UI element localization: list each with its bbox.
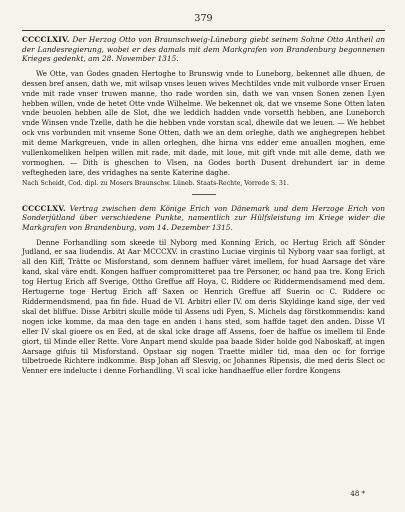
top-rule	[22, 30, 385, 31]
page-number: 379	[194, 13, 213, 24]
document-section-1	[22, 35, 385, 188]
section-heading	[22, 35, 385, 64]
section-body: Denne Forhandling som skeede til Nyborg med Konning Erich, oc Hertug Erich aff Sönder Judland, er saa liudendis. At Aar MCCCXV. in crastino Luciae virginis til Nyborg vaar saa forligt, at all den Kiff, Trätte oc Misforstand, som dennem haffuer väret imellem, for huad Aarsage det väre kand, skal väre endt. Kongen haffuer compromitteret paa tre Personer, oc hand paa tre. Kong Erich tog Hertug Erich aff Sverige, Ottho Greffue aff Hoya, C. Riddere oc Riddermendsamend med dem. Hertugerne toge Hertug Erich aff Saxen oc Henrich Greffue aff Suerin oc C. Riddere oc Riddermendsmend, paa fin fide. Huad de VI. Arbitri eller IV. om deris Skyldinge kand sige, der ved skal det bliffue. Disse Arbitri skulle möde til Assens udi Fyen, S. Michels dag förstkommendis: kand nogen icke komme, da maa den tage en anden i hans sted, som haffde taget den anden. Disse VI eller IV skal gioere os en Eed, at de skal icke drage aff Assens, foer de haffue os imellem til Ende giort, til Minde eller Rette. Vore Anpart mend skulde paa baade Sider holde god Naboskaff, at ingen Aarsage gifuis til Misforstand. Opstaar sig nogen Traette midler tid, maa den oc for forrige tilbetroede Richtere indkomme. Bisp Johan aff Slesvig, oc Johannes Ripensis, die med deris Slect oc Venner ere indelucte i denne Forhandling. Vi scal icke handhaeffue eller fordre Kongens	[22, 237, 385, 376]
section-title: Der Herzog Otto von Braunschweig-Lüneburg giebt seinem Sohne Otto Antheil an der Landesregierung, wobei er des damals mit dem Markgrafen von Brandenburg begonnenen Krieges gedenkt, am 28. November 1315.	[22, 35, 385, 64]
section-heading	[22, 204, 385, 233]
printer-signature: 48 *	[350, 490, 365, 498]
section-number: CCCCLXV.	[22, 203, 66, 213]
section-number: CCCCLXIV.	[22, 35, 70, 44]
section-divider	[192, 194, 216, 195]
section-title: Vertrag zwischen dem Könige Erich von Dänemark und dem Herzoge Erich von Sonderjütland über verschiedene Punkte, namentlich zur Hülfsleistung im Kriege wider die Markgrafen von Brandenburg, vom 14. Dezember 1315.	[22, 203, 385, 232]
section-body: We Otte, van Godes gnaden Hertoghe to Brunswig vnde to Luneborg, bekennet alle dhuen, de dessen bref ansen, dath we, mit wilsap vnses leuen wives Mechtildes vnde mit vulborde vnser Eruen vnde mit rade vnser truwen manne, tho rade worden sin, dath we van vnsen Sonen zenen Lyen hebben willen, vnde de hetet Otte vnde Wilhelme. We bekennet ok, dat we vnseme Sone Otten laten vnde beuolen hebben alle de Slot, dhe we leddich hadden vnde vorsetth hebben, ane Luneborch vnde Winsen vnde Tzelle, dath he die hebben vnde vorstan scal, dhewile dat we leuen. — We hebbet ock vns vorbunden mit vnseme Sone Otten, dath we an dem orleghe, dath we anghegrepen hebbet mit deme Markgreuen, vnde in allen orleghen, dhe hirna vns edder eme anuallen moghen, eme vullenkomeliken helpen willen mit rade, mit dade, mit loue, mit gift vnde mit alle deme, dath we vormoghen. — Dith is gheschen to Vlsen, na Godes borth Dusent drehundert iar in deme veftegheden iare, des vridaghes na sente Katerine daghe.	[22, 68, 385, 177]
source-citation: Nach Scheidt, Cod. dipl. zu Mosers Braunschw. Lüneb. Staats-Rechte, Vorrede S. 31.	[22, 179, 289, 187]
document-section-2	[22, 204, 385, 376]
